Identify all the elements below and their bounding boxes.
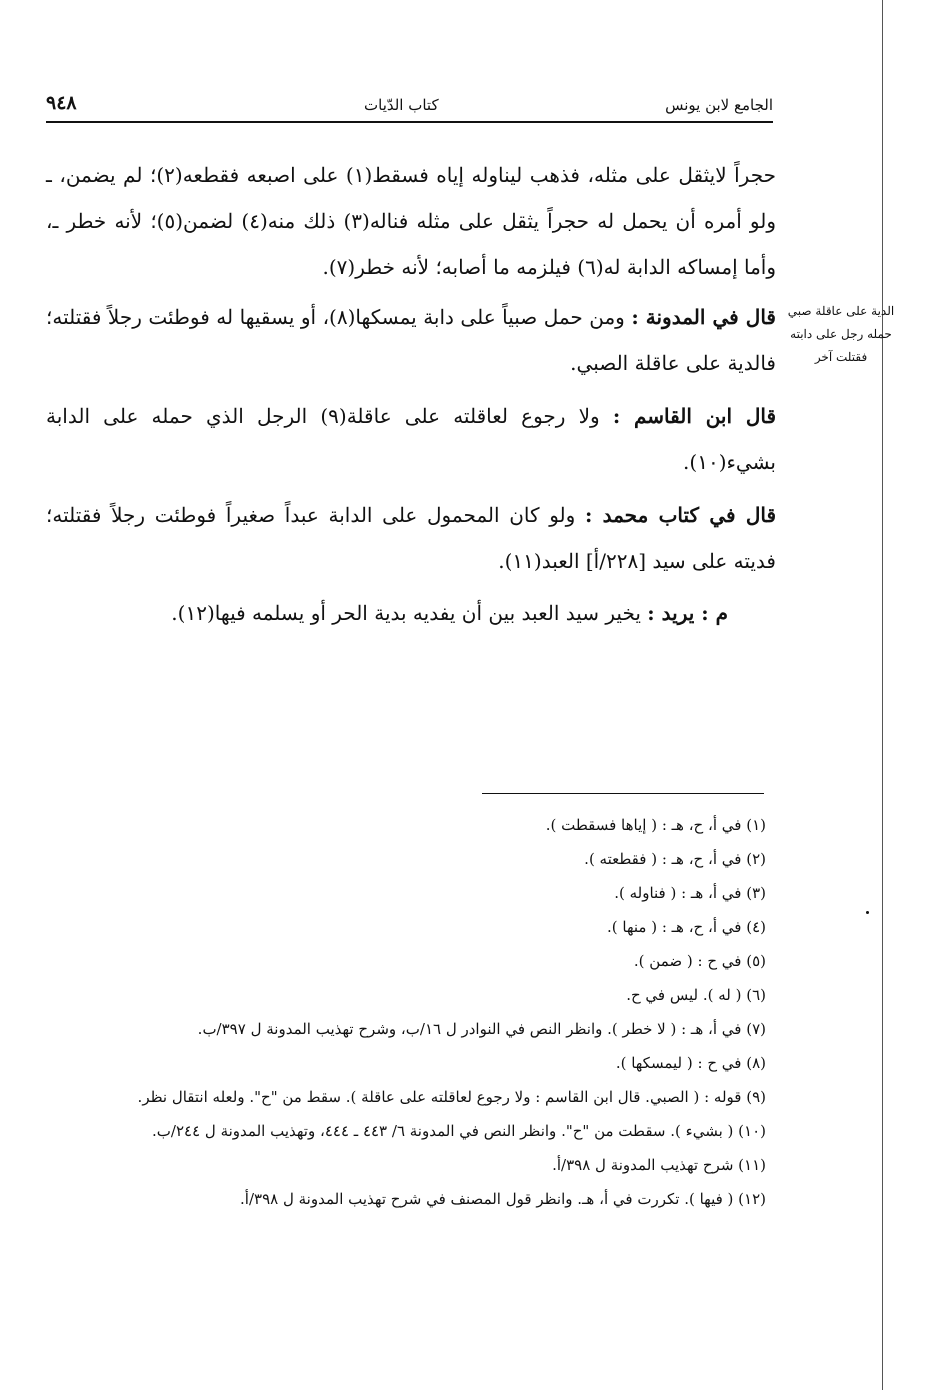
paragraph-lead: قال في كتاب محمد : — [584, 503, 777, 527]
paragraph-lead: قال في المدونة : — [631, 305, 776, 329]
footnote-2: (٢) في أ، ح، هـ : ( فقطعته ). — [584, 850, 766, 868]
margin-note-line: فقتلت آخر — [814, 350, 868, 364]
footnote-4: (٤) في أ، ح، هـ : ( منها ). — [607, 918, 766, 936]
paragraph-text: حجراً لايثقل على مثله، فذهب ليناوله إياه فسقط(١) على اصبعه فقطعه(٢)؛ لم يضمن، ـ ولو أمره أن يحمل له حجراً يثقل على مثله فناله(٣) ذلك منه(٤) لضمن(٥)؛ لأنه خطر ـ، وأما إمساكه الدابة له(٦) فيلزمه ما أصابه؛ لأنه خطر(٧). — [46, 163, 777, 279]
margin-note — [776, 300, 906, 369]
paragraph-lead: قال ابن القاسم : — [612, 404, 776, 428]
paragraph-lead: م : يريد : — [647, 601, 728, 625]
footnote-6: (٦) ( له ). ليس في ح. — [626, 986, 766, 1004]
paragraph-text: يخير سيد العبد بين أن يفديه بدية الحر أو يسلمه فيها(١٢). — [171, 601, 648, 625]
footnote-8: (٨) في ح : ( ليمسكها ). — [615, 1054, 766, 1072]
header-rule — [46, 121, 773, 123]
margin-note-line: الدية على عاقلة صبي — [787, 304, 895, 318]
paragraph-5 — [46, 590, 776, 636]
page-number: ٩٤٨ — [46, 92, 77, 114]
margin-note-line: حمله رجل على دابته — [790, 327, 892, 341]
footnotes-list — [40, 808, 766, 1216]
paragraph-4 — [46, 492, 776, 584]
paragraph-text: ولو كان المحمول على الدابة عبداً صغيراً فوطئت رجلاً فقتلته؛ فديته على سيد [٢٢٨/أ] العبد(١١). — [46, 503, 776, 573]
book-title: كتاب الدّيات — [364, 96, 439, 114]
footnote-separator — [482, 793, 764, 794]
footnote-10: (١٠) ( بشيء ). سقطت من "ح". وانظر النص في المدونة ٦/ ٤٤٣ ـ ٤٤٤، وتهذيب المدونة ل ٢٤٤/ب. — [152, 1122, 766, 1140]
page-edge-line — [882, 0, 883, 1390]
paragraph-1 — [46, 152, 776, 290]
footnote-7: (٧) في أ، هـ : ( لا خطر ). وانظر النص في النوادر ل ١٦/ب، وشرح تهذيب المدونة ل ٣٩٧/ب. — [197, 1020, 766, 1038]
footnote-9: (٩) قوله : ( الصبي. قال ابن القاسم : ولا رجوع لعاقلته على عاقلة ). سقط من "ح". ولعله انتقال نظر. — [137, 1088, 766, 1106]
paragraph-3 — [46, 393, 776, 485]
paragraph-2 — [46, 294, 776, 386]
paragraph-text: ومن حمل صبياً على دابة يمسكها(٨)، أو يسقيها له فوطئت رجلاً فقتلته؛ فالدية على عاقلة الصبي. — [46, 305, 776, 375]
footnote-3: (٣) في أ، هـ : ( فناوله ). — [614, 884, 766, 902]
footnote-5: (٥) في ح : ( ضمن ). — [633, 952, 766, 970]
footnote-11: (١١) شرح تهذيب المدونة ل ٣٩٨/أ. — [552, 1156, 766, 1174]
footnote-1: (١) في أ، ح، هـ : ( إياها فسقطت ). — [545, 816, 766, 834]
work-title: الجامع لابن يونس — [665, 96, 773, 114]
footnote-12: (١٢) ( فيها ). تكررت في أ، هـ. وانظر قول المصنف في شرح تهذيب المدونة ل ٣٩٨/أ. — [240, 1190, 766, 1208]
paragraph-text: ولا رجوع لعاقلته على عاقلة(٩) الرجل الذي حمله على الدابة بشيء(١٠). — [46, 404, 776, 474]
running-header — [46, 92, 773, 124]
scan-speck — [866, 911, 869, 914]
